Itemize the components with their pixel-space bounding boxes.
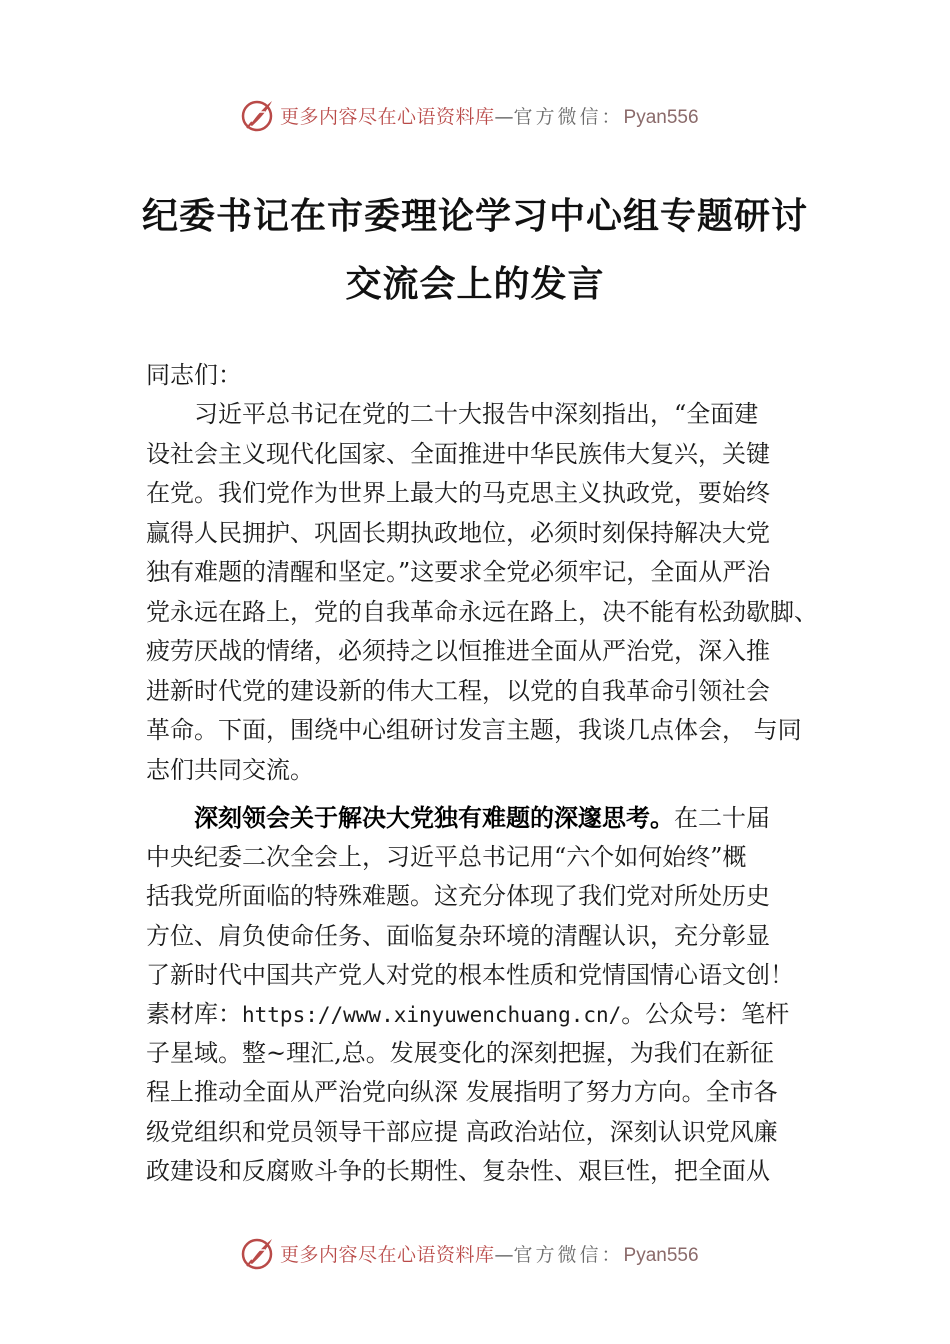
banner-wechat-label: 官方微信： — [513, 1244, 624, 1266]
paragraph-line: 志们共同交流。 — [146, 755, 314, 784]
url-prefix: 素材库： — [146, 1000, 242, 1028]
paragraph-line: 革命。下面，围绕中心组研讨发言主题，我谈几点体会， 与同 — [146, 716, 802, 744]
paragraph-line-url — [146, 999, 789, 1029]
banner-lead: 更多内容尽在心语资料库 — [280, 1244, 495, 1266]
paragraph-line: 进新时代党的建设新的伟大工程，以党的自我革命引领社会 — [146, 676, 770, 705]
paragraph-line: 子星域。整~理汇,总。发展变化的深刻把握，为我们在新征 — [146, 1039, 774, 1068]
banner-dash: — — [494, 106, 514, 128]
banner-dash: — — [494, 1244, 514, 1266]
paragraph-line: 赢得人民拥护、巩固长期执政地位，必须时刻保持解决大党 — [146, 518, 770, 547]
paragraph-line: 括我党所面临的特殊难题。这充分体现了我们党对所处历史 — [146, 882, 770, 911]
paragraph-line: 党永远在路上，党的自我革命永远在路上，决不能有松劲歇脚、 — [146, 597, 818, 626]
source-url: https://www.xinyuwenchuang.cn/ — [242, 1003, 622, 1027]
quill-logo-icon — [238, 95, 278, 135]
paragraph-line: 了新时代中国共产党人对党的根本性质和党情国情心语文创！ — [146, 960, 794, 989]
banner-text — [280, 1240, 699, 1267]
quill-logo-icon — [238, 1233, 278, 1273]
document-title-line-2: 交流会上的发言 — [345, 263, 605, 305]
url-suffix: 。公众号：笔杆 — [621, 1000, 790, 1028]
banner-lead: 更多内容尽在心语资料库 — [280, 106, 495, 128]
banner-text — [280, 102, 699, 129]
banner-wechat-label: 官方微信： — [513, 106, 624, 128]
paragraph-line: 程上推动全面从严治党向纵深 发展指明了努力方向。全市各 — [146, 1078, 778, 1107]
paragraph-line: 政建设和反腐败斗争的长期性、复杂性、艰巨性，把全面从 — [146, 1156, 770, 1185]
footer-banner — [0, 1233, 950, 1273]
paragraph-line: 疲劳厌战的情绪，必须持之以恒推进全面从严治党，深入推 — [146, 637, 770, 665]
header-banner — [0, 95, 950, 135]
paragraph-line: 独有难题的清醒和坚定。”这要求全党必须牢记，全面从严治 — [146, 558, 771, 586]
paragraph-line: 在党。我们党作为世界上最大的马克思主义执政党，要始终 — [146, 479, 770, 507]
paragraph-first-line — [194, 803, 770, 833]
paragraph-line: 习近平总书记在党的二十大报告中深刻指出，“全面建 — [194, 400, 759, 428]
paragraph-line: 设社会主义现代化国家、全面推进中华民族伟大复兴，关键 — [146, 439, 770, 468]
greeting: 同志们： — [146, 361, 242, 389]
banner-wechat-id: Pyan556 — [623, 1245, 699, 1266]
document-title-line-1: 纪委书记在市委理论学习中心组专题研讨 — [141, 195, 808, 237]
banner-wechat-id: Pyan556 — [623, 107, 699, 128]
section-heading: 深刻领会关于解决大党独有难题的深邃思考。 — [194, 804, 674, 832]
paragraph-line: 级党组织和党员领导干部应提 高政治站位，深刻认识党风廉 — [146, 1117, 778, 1146]
paragraph-line: 方位、肩负使命任务、面临复杂环境的清醒认识，充分彰显 — [146, 921, 770, 950]
paragraph-line: 中央纪委二次全会上，习近平总书记用“六个如何始终”概 — [146, 843, 747, 872]
paragraph-text: 在二十届 — [674, 804, 770, 832]
